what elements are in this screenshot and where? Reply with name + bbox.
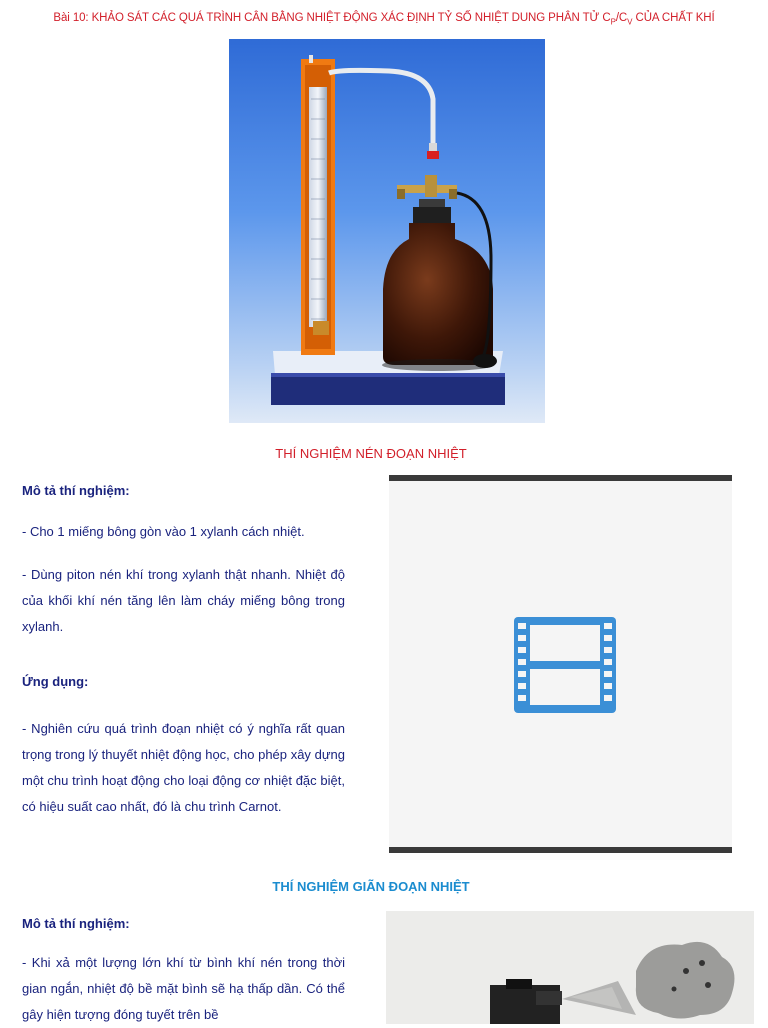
page-title: Bài 10: KHẢO SÁT CÁC QUÁ TRÌNH CÂN BẰNG NHIỆT ĐỘNG XÁC ĐỊNH TỶ SỐ NHIỆT DUNG PHÂN TỬ $C_P/C_V$ CỦA CHẤT KHÍ <box>53 12 715 27</box>
section1-item-1: - Cho 1 miếng bông gòn vào 1 xylanh cách nhiệt. <box>22 524 305 539</box>
section1-caption: THÍ NGHIỆM NÉN ĐOẠN NHIỆT <box>275 446 467 461</box>
apparatus-photo <box>229 39 545 423</box>
section1-application-heading: Ứng dụng: <box>22 674 89 689</box>
section2-description-text: - Khi xả một lượng lớn khí từ bình khí nén trong thời gian ngắn, nhiệt độ bề mặt bình sẽ hạ thấp dần. Có thể gây hiện tượng đóng tuyết trên bề <box>22 955 345 1022</box>
section2-description-heading: Mô tả thí nghiệm: <box>22 916 130 931</box>
spray-illustration <box>386 911 754 1024</box>
section2-caption: THÍ NGHIỆM GIÃN ĐOẠN NHIỆT <box>272 879 470 894</box>
section1-application-text: - Nghiên cứu quá trình đoạn nhiệt có ý nghĩa rất quan trọng trong lý thuyết nhiệt động học, cho phép xây dựng một chu trình hoạt động cho loại động cơ nhiệt đặc biệt, có hiệu suất cao nhất, đó là chu trình Carnot. <box>22 721 345 814</box>
video-player[interactable] <box>389 475 732 853</box>
section1-description-heading: Mô tả thí nghiệm: <box>22 483 130 498</box>
film-icon[interactable] <box>514 617 616 713</box>
section1-item-2: - Dùng piton nén khí trong xylanh thật nhanh. Nhiệt độ của khối khí nén tăng lên làm cháy miếng bông trong xylanh. <box>22 567 345 634</box>
